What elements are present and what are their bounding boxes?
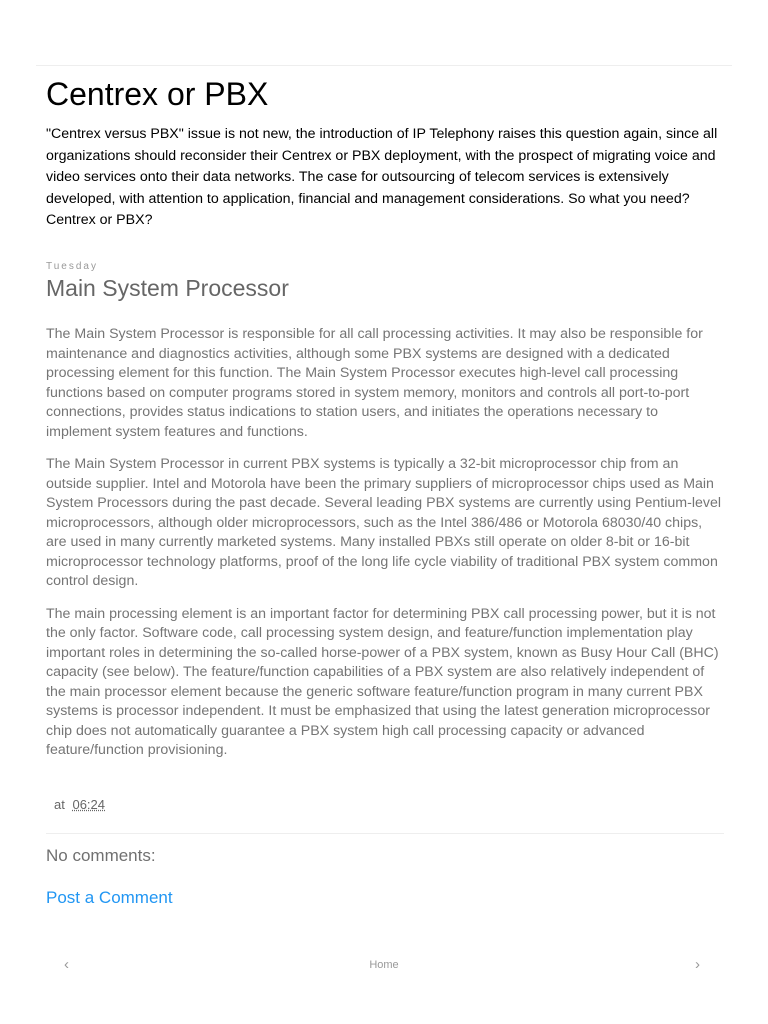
post-footer-at-label: at: [54, 797, 65, 812]
post-timestamp-link[interactable]: 06:24: [72, 797, 106, 812]
post-title[interactable]: Main System Processor: [46, 275, 289, 301]
blog-pager: [46, 956, 722, 976]
post-body: [46, 325, 726, 761]
home-link[interactable]: Home: [369, 959, 399, 971]
post-paragraph: The main processing element is an important factor for determining PBX call processing power, but it is not the only factor. Software code, call processing system design, and feature/function implementation play important roles in determining the so-called horse-power of a PBX system, known as Busy Hour Call (BHC) capacity (see below). The feature/function capabilities of a PBX system are also relatively independent of the main processor element because the generic software feature/function program in many current PBX systems is processor independent. It must be emphasized that using the latest generation microprocessor chip does not automatically guarantee a PBX system high call processing capacity or advanced feature/function provisioning.: [46, 605, 719, 758]
blog-description: "Centrex versus PBX" issue is not new, the introduction of IP Telephony raises this question again, since all organizations should reconsider their Centrex or PBX deployment, with the prospect of migrating voice and video services onto their data networks. The case for outsourcing of telecom services is extensively developed, with attention to application, financial and management considerations. So what you need? Centrex or PBX?: [46, 126, 718, 228]
newer-post-chevron-left-icon[interactable]: ‹: [64, 956, 69, 973]
header-divider: [36, 65, 732, 66]
blog-title[interactable]: Centrex or PBX: [46, 76, 269, 112]
older-post-chevron-right-icon[interactable]: ›: [695, 956, 700, 973]
post-paragraph: The Main System Processor is responsible for all call processing activities. It may also be responsible for maintenance and diagnostics activities, although some PBX systems are designed with a dedicated processing element for this function. The Main System Processor executes high-level call processing functions based on computer programs stored in system memory, monitors and controls all port-to-port connections, provides status indications to station users, and initiates the operations necessary to implement system features and functions.: [46, 326, 703, 440]
post-date: Tuesday: [46, 261, 98, 272]
post-paragraph: The Main System Processor in current PBX systems is typically a 32-bit microprocessor chip from an outside supplier. Intel and Motorola have been the primary suppliers of microprocessor chips used as Main System Processors during the past decade. Several leading PBX systems are currently using Pentium-level microprocessors, although older microprocessors, such as the Intel 386/486 or Motorola 68030/40 chips, are used in many currently marketed systems. Many installed PBXs still operate on older 8-bit or 16-bit microprocessor technology platforms, proof of the long life cycle viability of traditional PBX system common control design.: [46, 456, 722, 589]
comments-title: No comments:: [46, 846, 156, 865]
blog-post: [46, 260, 726, 774]
comments-divider: [46, 833, 724, 834]
blog-header: [46, 72, 726, 232]
post-footer: [54, 797, 105, 812]
post-comment-link[interactable]: Post a Comment: [46, 888, 173, 907]
